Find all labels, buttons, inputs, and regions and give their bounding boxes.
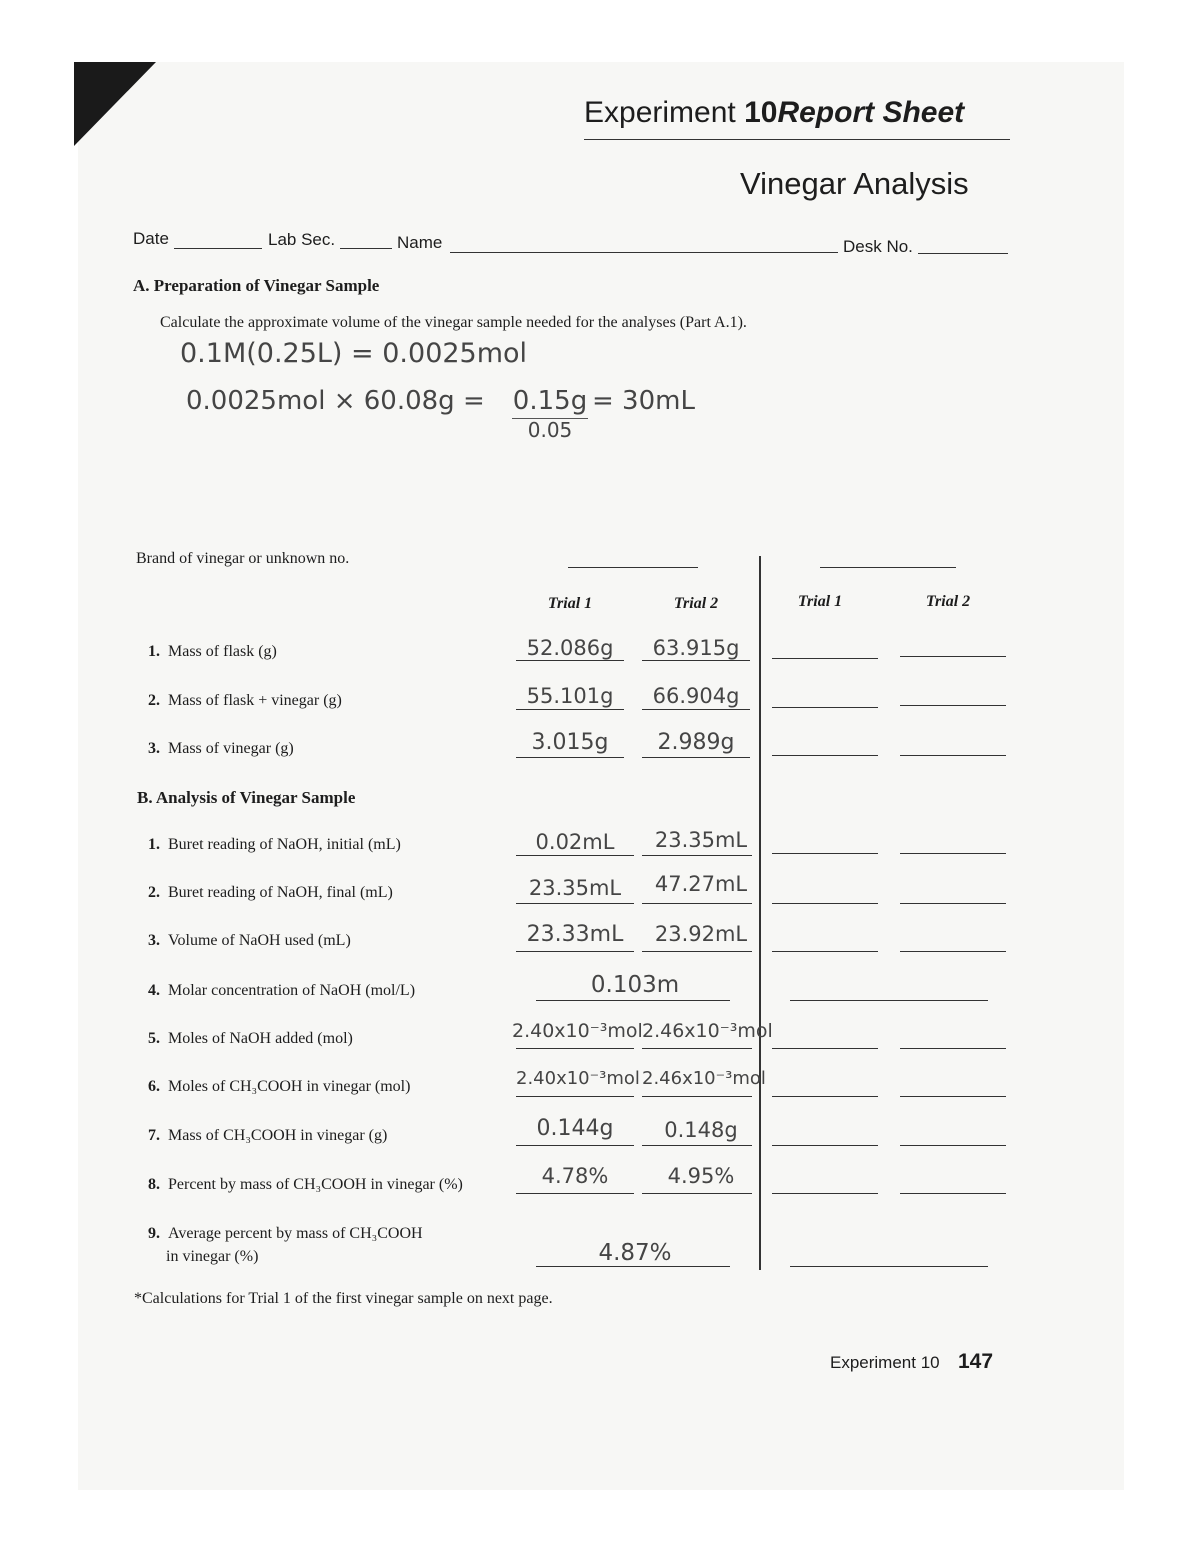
row-b7-text: Mass of CH₃COOH in vinegar (g) xyxy=(168,1127,388,1144)
row-b1-text: Buret reading of NaOH, initial (mL) xyxy=(168,836,401,853)
row-b3-label xyxy=(148,932,351,950)
row-b7-line1 xyxy=(516,1145,634,1146)
row-b1-trial2: 23.35mL xyxy=(654,828,748,852)
footer-experiment-label: Experiment 10 xyxy=(830,1353,940,1372)
row-b5-line3[interactable] xyxy=(772,1048,878,1049)
row-a1-line4[interactable] xyxy=(900,656,1006,657)
row-a3-line2 xyxy=(642,757,750,758)
row-b1-line2 xyxy=(642,855,752,856)
row-b8-line3[interactable] xyxy=(772,1193,878,1194)
row-a1-trial1: 52.086g xyxy=(526,636,614,660)
date-field[interactable] xyxy=(174,248,262,249)
row-b7-line2 xyxy=(642,1145,752,1146)
row-b2-label xyxy=(148,884,393,902)
row-b5-line4[interactable] xyxy=(900,1048,1006,1049)
row-b6-line3[interactable] xyxy=(772,1096,878,1097)
row-b1-line1 xyxy=(516,855,634,856)
lab-sec-field[interactable] xyxy=(340,248,392,249)
row-b4-label xyxy=(148,982,415,1000)
title-experiment-number: 10 xyxy=(744,96,778,129)
row-b9-combined: 4.87% xyxy=(598,1240,672,1266)
title-report-sheet: Report Sheet xyxy=(777,96,965,129)
brand-field-1[interactable] xyxy=(568,567,698,568)
row-a2-trial1: 55.101g xyxy=(526,684,614,708)
row-b6-text: Moles of CH₃COOH in vinegar (mol) xyxy=(168,1078,411,1095)
row-b1-line3[interactable] xyxy=(772,853,878,854)
name-field[interactable] xyxy=(450,252,838,253)
row-b4-combined: 0.103m xyxy=(590,972,680,998)
row-b9-number: 9. xyxy=(148,1225,160,1242)
handwritten-calc-line2: 0.0025mol × 60.08g = xyxy=(186,386,485,416)
row-b5-line1 xyxy=(516,1048,634,1049)
trial-1-header: Trial 1 xyxy=(547,595,593,612)
row-a2-label xyxy=(148,692,342,710)
row-a2-line1 xyxy=(516,709,624,710)
row-b6-line2 xyxy=(642,1096,752,1097)
row-a1-trial2: 63.915g xyxy=(652,636,740,660)
row-a3-text: Mass of vinegar (g) xyxy=(168,740,294,757)
row-b1-line4[interactable] xyxy=(900,853,1006,854)
section-a-instruction: Calculate the approximate volume of the vinegar sample needed for the analyses (Part A.1). xyxy=(160,314,747,331)
brand-field-2[interactable] xyxy=(820,567,956,568)
row-b2-text: Buret reading of NaOH, final (mL) xyxy=(168,884,393,901)
row-a2-trial2: 66.904g xyxy=(652,684,740,708)
desk-no-field[interactable] xyxy=(918,253,1008,254)
row-b3-line1 xyxy=(516,951,634,952)
row-b2-line3[interactable] xyxy=(772,903,878,904)
handwritten-calc-result: = 30mL xyxy=(592,386,695,416)
row-b3-line2 xyxy=(642,951,752,952)
row-b3-text: Volume of NaOH used (mL) xyxy=(168,932,351,949)
brand-label: Brand of vinegar or unknown no. xyxy=(136,550,350,567)
row-b2-line2 xyxy=(642,903,752,904)
row-a2-number: 2. xyxy=(148,692,160,709)
row-b3-trial2: 23.92mL xyxy=(654,922,748,946)
row-b4-text: Molar concentration of NaOH (mol/L) xyxy=(168,982,416,999)
title-experiment-label: Experiment xyxy=(584,96,736,129)
row-a1-line3[interactable] xyxy=(772,658,878,659)
row-b3-line3[interactable] xyxy=(772,951,878,952)
section-a-heading: A. Preparation of Vinegar Sample xyxy=(133,276,380,295)
row-b2-line1 xyxy=(516,903,634,904)
row-b8-line4[interactable] xyxy=(900,1193,1006,1194)
lab-sec-label: Lab Sec. xyxy=(268,230,336,249)
row-b8-trial1: 4.78% xyxy=(541,1164,609,1188)
row-a3-line4[interactable] xyxy=(900,755,1006,756)
row-a2-text: Mass of flask + vinegar (g) xyxy=(168,692,342,709)
row-b5-number: 5. xyxy=(148,1030,160,1047)
trial-1-header-b: Trial 1 xyxy=(797,593,843,610)
row-b7-line3[interactable] xyxy=(772,1145,878,1146)
row-b7-trial1: 0.144g xyxy=(536,1116,614,1141)
row-a2-line2 xyxy=(642,709,750,710)
row-b3-number: 3. xyxy=(148,932,160,949)
row-b8-number: 8. xyxy=(148,1176,160,1193)
column-divider xyxy=(759,556,761,1270)
row-b8-label xyxy=(148,1176,463,1194)
page-subtitle: Vinegar Analysis xyxy=(740,166,969,201)
row-b4-line1 xyxy=(536,1000,730,1001)
row-b6-line4[interactable] xyxy=(900,1096,1006,1097)
row-b5-line2 xyxy=(642,1048,752,1049)
row-a3-trial2: 2.989g xyxy=(657,730,735,755)
row-b2-number: 2. xyxy=(148,884,160,901)
footnote: *Calculations for Trial 1 of the first vinegar sample on next page. xyxy=(134,1290,553,1307)
row-a1-number: 1. xyxy=(148,643,160,660)
row-a3-line1 xyxy=(516,757,624,758)
row-a3-line3[interactable] xyxy=(772,755,878,756)
page-title xyxy=(584,96,964,130)
row-b6-line1 xyxy=(516,1096,634,1097)
row-b8-text: Percent by mass of CH₃COOH in vinegar (%) xyxy=(168,1176,463,1193)
desk-no-label: Desk No. xyxy=(843,237,913,256)
row-a3-number: 3. xyxy=(148,740,160,757)
row-b7-number: 7. xyxy=(148,1127,160,1144)
row-a1-line2 xyxy=(642,660,750,661)
trial-2-header-b: Trial 2 xyxy=(925,593,971,610)
row-b6-trial2: 2.46x10⁻³mol xyxy=(642,1068,766,1089)
row-b5-trial1: 2.40x10⁻³mol xyxy=(512,1020,643,1042)
row-b5-trial2: 2.46x10⁻³mol xyxy=(642,1020,773,1042)
row-a1-label xyxy=(148,643,277,661)
row-b5-label xyxy=(148,1030,353,1048)
row-b3-line4[interactable] xyxy=(900,951,1006,952)
row-b1-number: 1. xyxy=(148,836,160,853)
row-b4-number: 4. xyxy=(148,982,160,999)
trial-2-header: Trial 2 xyxy=(673,595,719,612)
row-b7-trial2: 0.148g xyxy=(664,1118,738,1142)
row-b1-label xyxy=(148,836,401,854)
handwritten-calc-denominator: 0.05 xyxy=(527,418,573,442)
row-b9-label xyxy=(148,1225,423,1243)
row-b2-trial1: 23.35mL xyxy=(528,876,622,900)
row-b8-line2 xyxy=(642,1193,752,1194)
row-b5-text: Moles of NaOH added (mol) xyxy=(168,1030,353,1047)
handwritten-calc-line1: 0.1M(0.25L) = 0.0025mol xyxy=(180,338,528,369)
row-b9-line1 xyxy=(536,1266,730,1267)
row-b4-line2[interactable] xyxy=(790,1000,988,1001)
row-b6-number: 6. xyxy=(148,1078,160,1095)
row-b1-trial1: 0.02mL xyxy=(535,830,615,854)
row-b9-text: Average percent by mass of CH₃COOH xyxy=(168,1225,423,1242)
row-b9-line2[interactable] xyxy=(790,1266,988,1267)
row-b6-label xyxy=(148,1078,410,1096)
row-a3-trial1: 3.015g xyxy=(531,730,609,755)
row-b3-trial1: 23.33mL xyxy=(526,922,624,947)
row-b8-trial2: 4.95% xyxy=(667,1164,735,1188)
row-a1-line1 xyxy=(516,660,624,661)
row-b7-label xyxy=(148,1127,387,1145)
page-corner-shadow xyxy=(74,62,156,146)
row-a2-line3[interactable] xyxy=(772,707,878,708)
row-a1-text: Mass of flask (g) xyxy=(168,643,277,660)
row-b2-trial2: 47.27mL xyxy=(654,872,748,896)
handwritten-calc-numerator: 0.15g xyxy=(512,386,588,416)
name-label: Name xyxy=(397,233,443,252)
date-label: Date xyxy=(133,229,169,248)
row-a2-line4[interactable] xyxy=(900,705,1006,706)
row-b2-line4[interactable] xyxy=(900,903,1006,904)
row-b7-line4[interactable] xyxy=(900,1145,1006,1146)
page-number: 147 xyxy=(958,1350,994,1373)
title-underline xyxy=(584,139,1010,140)
row-b8-line1 xyxy=(516,1193,634,1194)
row-b6-trial1: 2.40x10⁻³mol xyxy=(516,1068,640,1089)
row-a3-label xyxy=(148,740,294,758)
row-b9-label-cont: in vinegar (%) xyxy=(166,1248,259,1265)
section-b-heading: B. Analysis of Vinegar Sample xyxy=(137,788,356,807)
